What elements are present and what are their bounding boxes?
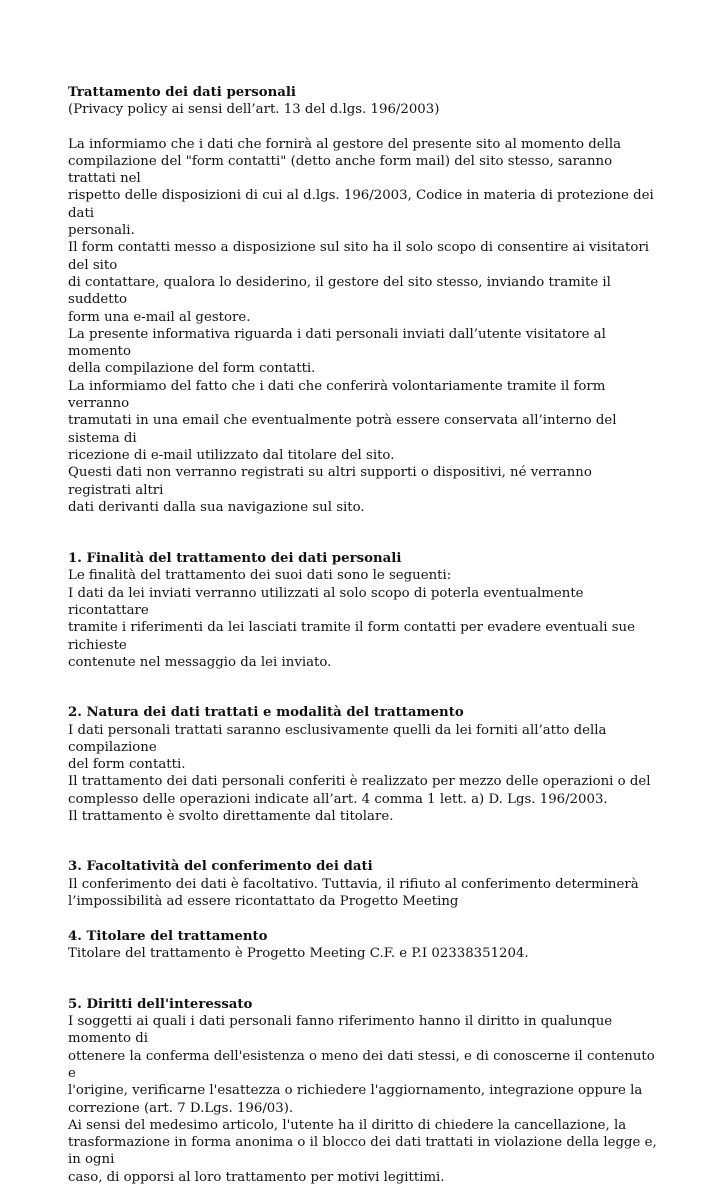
section-body-natura: I dati personali trattati saranno esclusivamente quelli da lei forniti all’atto della compilazione del form contatti. Il trattamento dei dati personali conferiti è realizzato per mezzo delle operazioni o del complesso delle operazioni indicate all’art. 4 comma 1 lett. a) D. Lgs. 196/2003. Il trattamento è svolto direttamente dal titolare. xyxy=(68,722,651,824)
section-body-titolare: Titolare del trattamento è Progetto Meeting C.F. e P.I 02338351204. xyxy=(68,946,529,962)
intro-paragraph: Questi dati non verranno registrati su altri supporti o dispositivi, né verranno registrati altri dati derivanti dalla sua navigazione sul sito. xyxy=(68,465,592,515)
document-subtitle: (Privacy policy ai sensi dell’art. 13 del d.lgs. 196/2003) xyxy=(68,102,440,118)
section-heading-titolare: 4. Titolare del trattamento xyxy=(68,929,268,945)
document-title: Trattamento dei dati personali xyxy=(68,85,296,100)
section-body-finalita: Le finalità del trattamento dei suoi dati sono le seguenti: I dati da lei inviati verranno utilizzati al solo scopo di poterla eventualmente ricontattare tramite i riferimenti da lei lasciati tramite il form contatti per evadere eventuali sue richieste contenute nel messaggio da lei inviato. xyxy=(68,568,635,670)
section-body-diritti: I soggetti ai quali i dati personali fanno riferimento hanno il diritto in qualunque momento di ottenere la conferma dell'esistenza o meno dei dati stessi, e di conoscerne il contenuto e l'origine, verificarne l'esattezza o richiedere l'aggiornamento, integrazione oppure la correzione (art. 7 D.Lgs. 196/03). Ai sensi del medesimo articolo, l'utente ha il diritto di chiedere la cancellazione, la trasformazione in forma anonima o il blocco dei dati trattati in violazione della legge e, in ogni caso, di opporsi al loro trattamento per motivi legittimi. xyxy=(68,1014,657,1185)
intro-paragraph: La presente informativa riguarda i dati personali inviati dall’utente visitatore al momento della compilazione del form contatti. xyxy=(68,326,606,377)
document-page xyxy=(68,84,658,1186)
section-heading-natura: 2. Natura dei dati trattati e modalità del trattamento xyxy=(68,705,464,721)
section-heading-diritti: 5. Diritti dell'interessato xyxy=(68,996,253,1012)
section-heading-facoltativita: 3. Facoltatività del conferimento dei dati xyxy=(68,859,373,875)
intro-paragraph: La informiamo che i dati che fornirà al gestore del presente sito al momento della compilazione del "form contatti" (detto anche form mail) del sito stesso, saranno trattati nel rispetto delle disposizioni di cui al d.lgs. 196/2003, Codice in materia di protezione dei dati personali. xyxy=(68,136,654,239)
section-body-facoltativita: Il conferimento dei dati è facoltativo. Tuttavia, il rifiuto al conferimento determinerà l’impossibilità ad essere ricontattato da Progetto Meeting xyxy=(68,876,639,909)
section-heading-finalita: 1. Finalità del trattamento dei dati personali xyxy=(68,551,402,567)
intro-paragraph: Il form contatti messo a disposizione sul sito ha il solo scopo di consentire ai visitatori del sito di contattare, qualora lo desiderino, il gestore del sito stesso, inviando tramite il suddetto form una e-mail al gestore. xyxy=(68,240,650,325)
intro-paragraph: La informiamo del fatto che i dati che conferirà volontariamente tramite il form verranno tramutati in una email che eventualmente potrà essere conservata all’interno del sistema di ricezione di e-mail utilizzato dal titolare del sito. xyxy=(68,378,617,463)
